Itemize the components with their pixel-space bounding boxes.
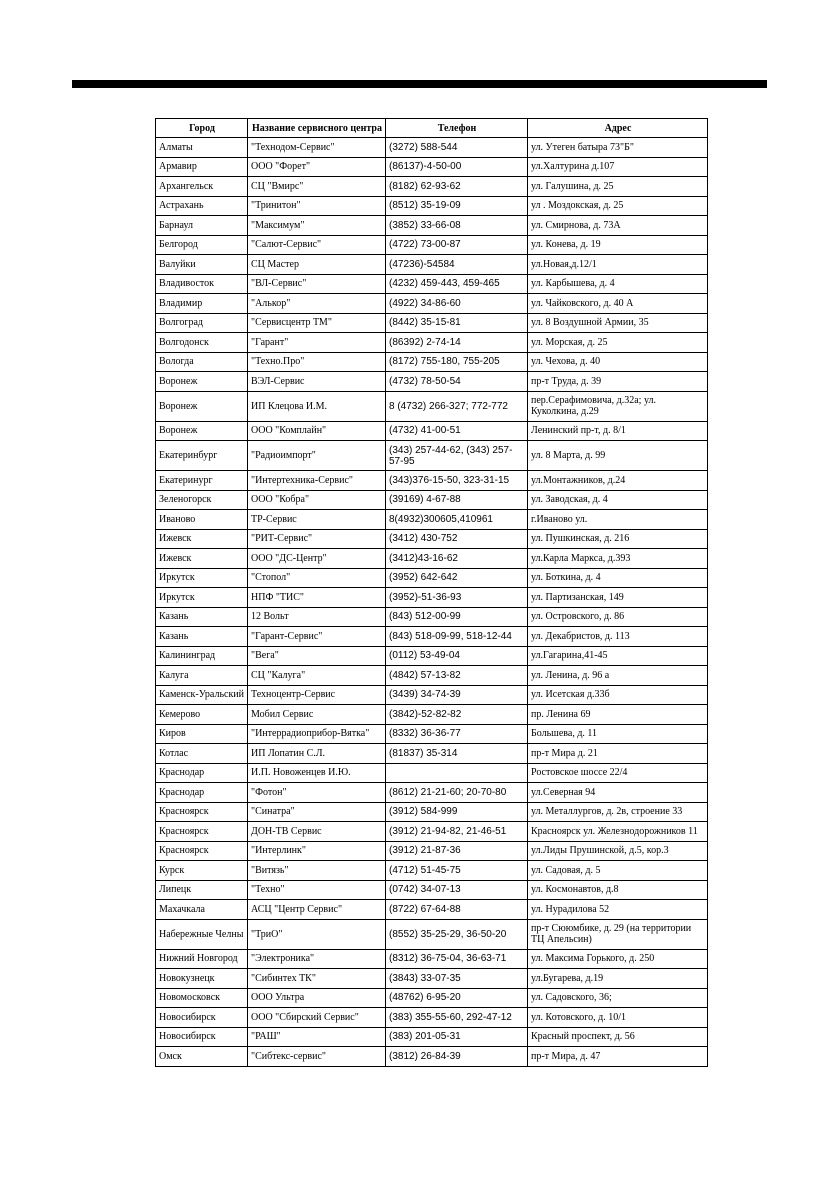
table-row bbox=[156, 255, 708, 275]
phone-cell: (3952)-51-36-93 bbox=[386, 588, 528, 608]
address-cell: ул.Бугарева, д.19 bbox=[528, 969, 708, 989]
table-row bbox=[156, 441, 708, 471]
phone-cell: (86392) 2-74-14 bbox=[386, 333, 528, 353]
address-cell: Ленинский пр-т, д. 8/1 bbox=[528, 421, 708, 441]
address-cell: ул. Карбышева, д. 4 bbox=[528, 274, 708, 294]
address-cell: ул. Пушкинская, д. 216 bbox=[528, 529, 708, 549]
phone-cell bbox=[386, 763, 528, 783]
table-row bbox=[156, 313, 708, 333]
service-name-cell: "Интертехника-Сервис" bbox=[248, 471, 386, 491]
service-name-cell: "РИТ-Сервис" bbox=[248, 529, 386, 549]
phone-cell: (3412) 430-752 bbox=[386, 529, 528, 549]
table-row bbox=[156, 822, 708, 842]
table-row bbox=[156, 294, 708, 314]
service-name-cell: "Гарант-Сервис" bbox=[248, 627, 386, 647]
city-cell: Волгоград bbox=[156, 313, 248, 333]
city-cell: Владимир bbox=[156, 294, 248, 314]
service-name-cell: АСЦ "Центр Сервис" bbox=[248, 900, 386, 920]
service-name-cell: НПФ "ТИС" bbox=[248, 588, 386, 608]
city-cell: Астрахань bbox=[156, 196, 248, 216]
table-row bbox=[156, 529, 708, 549]
city-cell: Котлас bbox=[156, 744, 248, 764]
address-cell: Ростовское шоссе 22/4 bbox=[528, 763, 708, 783]
service-name-cell: ООО "Комплайн" bbox=[248, 421, 386, 441]
city-cell: Воронеж bbox=[156, 421, 248, 441]
service-name-cell: "Стопол" bbox=[248, 568, 386, 588]
service-name-cell: ООО "ДС-Центр" bbox=[248, 549, 386, 569]
service-name-cell: "Техно" bbox=[248, 880, 386, 900]
address-cell: ул.Северная 94 bbox=[528, 783, 708, 803]
city-cell: Краснодар bbox=[156, 783, 248, 803]
service-name-cell: "Вега" bbox=[248, 646, 386, 666]
address-cell: ул. 8 Марта, д. 99 bbox=[528, 441, 708, 471]
header-address: Адрес bbox=[528, 119, 708, 138]
address-cell: ул. Чайковского, д. 40 А bbox=[528, 294, 708, 314]
phone-cell: (4712) 51-45-75 bbox=[386, 861, 528, 881]
city-cell: Новокузнецк bbox=[156, 969, 248, 989]
address-cell: ул. Морская, д. 25 bbox=[528, 333, 708, 353]
address-cell: ул. Галушина, д. 25 bbox=[528, 177, 708, 197]
address-cell: ул.Лиды Прушинской, д.5, кор.3 bbox=[528, 841, 708, 861]
city-cell: Новосибирск bbox=[156, 1008, 248, 1028]
phone-cell: (383) 201-05-31 bbox=[386, 1027, 528, 1047]
city-cell: Красноярск bbox=[156, 822, 248, 842]
address-cell: ул. Максима Горького, д. 250 bbox=[528, 949, 708, 969]
city-cell: Иркутск bbox=[156, 568, 248, 588]
service-name-cell: ТР-Сервис bbox=[248, 510, 386, 530]
table-row bbox=[156, 724, 708, 744]
service-name-cell: "Алькор" bbox=[248, 294, 386, 314]
address-cell: Красный проспект, д. 56 bbox=[528, 1027, 708, 1047]
table-row bbox=[156, 568, 708, 588]
top-rule bbox=[72, 80, 767, 88]
service-name-cell: Техноцентр-Сервис bbox=[248, 685, 386, 705]
address-cell: ул. Ленина, д. 96 а bbox=[528, 666, 708, 686]
city-cell: Воронеж bbox=[156, 391, 248, 421]
service-name-cell: "Техно.Про" bbox=[248, 352, 386, 372]
service-name-cell: СЦ "Калуга" bbox=[248, 666, 386, 686]
address-cell: ул. Островского, д. 86 bbox=[528, 607, 708, 627]
city-cell: Ижевск bbox=[156, 549, 248, 569]
city-cell: Валуйки bbox=[156, 255, 248, 275]
service-name-cell: "Интеррадиоприбор-Вятка" bbox=[248, 724, 386, 744]
service-name-cell: "Фотон" bbox=[248, 783, 386, 803]
phone-cell: 8(4932)300605,410961 bbox=[386, 510, 528, 530]
city-cell: Новомосковск bbox=[156, 988, 248, 1008]
table-row bbox=[156, 1027, 708, 1047]
phone-cell: (8312) 36-75-04, 36-63-71 bbox=[386, 949, 528, 969]
table-header-row bbox=[156, 119, 708, 138]
service-name-cell: ООО "Кобра" bbox=[248, 490, 386, 510]
phone-cell: (3912) 21-87-36 bbox=[386, 841, 528, 861]
table-row bbox=[156, 235, 708, 255]
city-cell: Омск bbox=[156, 1047, 248, 1067]
city-cell: Махачкала bbox=[156, 900, 248, 920]
service-centers-table bbox=[155, 118, 708, 1067]
phone-cell: (4922) 34-86-60 bbox=[386, 294, 528, 314]
table-row bbox=[156, 763, 708, 783]
city-cell: Воронеж bbox=[156, 372, 248, 392]
address-cell: ул.Карла Маркса, д.393 bbox=[528, 549, 708, 569]
city-cell: Кемерово bbox=[156, 705, 248, 725]
city-cell: Алматы bbox=[156, 138, 248, 158]
city-cell: Набережные Челны bbox=[156, 919, 248, 949]
table-row bbox=[156, 841, 708, 861]
service-name-cell: "ВЛ-Сервис" bbox=[248, 274, 386, 294]
address-cell: ул. Партизанская, 149 bbox=[528, 588, 708, 608]
phone-cell: (843) 518-09-99, 518-12-44 bbox=[386, 627, 528, 647]
phone-cell: (3412)43-16-62 bbox=[386, 549, 528, 569]
city-cell: Екатеринург bbox=[156, 471, 248, 491]
phone-cell: (843) 512-00-99 bbox=[386, 607, 528, 627]
table-row bbox=[156, 685, 708, 705]
service-name-cell: "Салют-Сервис" bbox=[248, 235, 386, 255]
service-name-cell: "Максимум" bbox=[248, 216, 386, 236]
city-cell: Липецк bbox=[156, 880, 248, 900]
city-cell: Каменск-Уральский bbox=[156, 685, 248, 705]
address-cell: ул . Моздокская, д. 25 bbox=[528, 196, 708, 216]
city-cell: Киров bbox=[156, 724, 248, 744]
table-row bbox=[156, 646, 708, 666]
phone-cell: (383) 355-55-60, 292-47-12 bbox=[386, 1008, 528, 1028]
address-cell: ул. Исетская д.33б bbox=[528, 685, 708, 705]
header-phone: Телефон bbox=[386, 119, 528, 138]
address-cell: пр-т Сююмбике, д. 29 (на территории ТЦ Апельсин) bbox=[528, 919, 708, 949]
table-row bbox=[156, 1008, 708, 1028]
table-row bbox=[156, 549, 708, 569]
address-cell: ул. Смирнова, д. 73А bbox=[528, 216, 708, 236]
phone-cell: (343) 257-44-62, (343) 257-57-95 bbox=[386, 441, 528, 471]
address-cell: ул.Новая,д.12/1 bbox=[528, 255, 708, 275]
city-cell: Екатеринбург bbox=[156, 441, 248, 471]
address-cell: Красноярск ул. Железнодорожников 11 bbox=[528, 822, 708, 842]
city-cell: Ижевск bbox=[156, 529, 248, 549]
service-name-cell: "РАШ" bbox=[248, 1027, 386, 1047]
service-name-cell: ИП Лопатин С.Л. bbox=[248, 744, 386, 764]
table-row bbox=[156, 744, 708, 764]
city-cell: Вологда bbox=[156, 352, 248, 372]
table-row bbox=[156, 391, 708, 421]
city-cell: Красноярск bbox=[156, 841, 248, 861]
table-row bbox=[156, 157, 708, 177]
table-row bbox=[156, 372, 708, 392]
phone-cell: (3272) 588-544 bbox=[386, 138, 528, 158]
address-cell: пр-т Мира, д. 47 bbox=[528, 1047, 708, 1067]
table-row bbox=[156, 949, 708, 969]
address-cell: ул. 8 Воздушной Армии, 35 bbox=[528, 313, 708, 333]
table-row bbox=[156, 177, 708, 197]
city-cell: Иваново bbox=[156, 510, 248, 530]
header-city: Город bbox=[156, 119, 248, 138]
city-cell: Нижний Новгород bbox=[156, 949, 248, 969]
table-row bbox=[156, 196, 708, 216]
table-row bbox=[156, 138, 708, 158]
phone-cell: (4842) 57-13-82 bbox=[386, 666, 528, 686]
phone-cell: (39169) 4-67-88 bbox=[386, 490, 528, 510]
table-row bbox=[156, 333, 708, 353]
table-row bbox=[156, 274, 708, 294]
service-name-cell: И.П. Новоженцев И.Ю. bbox=[248, 763, 386, 783]
table-row bbox=[156, 1047, 708, 1067]
phone-cell: (3852) 33-66-08 bbox=[386, 216, 528, 236]
phone-cell: (8172) 755-180, 755-205 bbox=[386, 352, 528, 372]
service-name-cell: "Электроника" bbox=[248, 949, 386, 969]
table-row bbox=[156, 490, 708, 510]
table-row bbox=[156, 421, 708, 441]
city-cell: Казань bbox=[156, 607, 248, 627]
address-cell: ул.Гагарина,41-45 bbox=[528, 646, 708, 666]
phone-cell: (8722) 67-64-88 bbox=[386, 900, 528, 920]
phone-cell: (0112) 53-49-04 bbox=[386, 646, 528, 666]
city-cell: Барнаул bbox=[156, 216, 248, 236]
table-row bbox=[156, 988, 708, 1008]
service-name-cell: СЦ Мастер bbox=[248, 255, 386, 275]
service-name-cell: ИП Клецова И.М. bbox=[248, 391, 386, 421]
city-cell: Калининград bbox=[156, 646, 248, 666]
service-name-cell: 12 Вольт bbox=[248, 607, 386, 627]
city-cell: Красноярск bbox=[156, 802, 248, 822]
service-name-cell: "Витязь" bbox=[248, 861, 386, 881]
phone-cell: (3439) 34-74-39 bbox=[386, 685, 528, 705]
phone-cell: (3952) 642-642 bbox=[386, 568, 528, 588]
phone-cell: (8512) 35-19-09 bbox=[386, 196, 528, 216]
service-name-cell: "ТриО" bbox=[248, 919, 386, 949]
phone-cell: 8 (4732) 266-327; 772-772 bbox=[386, 391, 528, 421]
service-name-cell: ООО "Форет" bbox=[248, 157, 386, 177]
city-cell: Белгород bbox=[156, 235, 248, 255]
table-row bbox=[156, 352, 708, 372]
phone-cell: (4722) 73-00-87 bbox=[386, 235, 528, 255]
phone-cell: (4732) 78-50-54 bbox=[386, 372, 528, 392]
address-cell: ул. Декабристов, д. 113 bbox=[528, 627, 708, 647]
phone-cell: (3843) 33-07-35 bbox=[386, 969, 528, 989]
service-name-cell: СЦ "Вмирс" bbox=[248, 177, 386, 197]
table-row bbox=[156, 705, 708, 725]
address-cell: ул. Космонавтов, д.8 bbox=[528, 880, 708, 900]
phone-cell: (8552) 35-25-29, 36-50-20 bbox=[386, 919, 528, 949]
phone-cell: (48762) 6-95-20 bbox=[386, 988, 528, 1008]
address-cell: ул.Халтурина д.107 bbox=[528, 157, 708, 177]
service-name-cell: "Гарант" bbox=[248, 333, 386, 353]
phone-cell: (3912) 584-999 bbox=[386, 802, 528, 822]
table-row bbox=[156, 471, 708, 491]
address-cell: Большева, д. 11 bbox=[528, 724, 708, 744]
city-cell: Владивосток bbox=[156, 274, 248, 294]
phone-cell: (343)376-15-50, 323-31-15 bbox=[386, 471, 528, 491]
city-cell: Иркутск bbox=[156, 588, 248, 608]
city-cell: Новосибирск bbox=[156, 1027, 248, 1047]
table-row bbox=[156, 969, 708, 989]
address-cell: пр-т Мира д. 21 bbox=[528, 744, 708, 764]
phone-cell: (3812) 26-84-39 bbox=[386, 1047, 528, 1067]
service-name-cell: "Сервисцентр ТМ" bbox=[248, 313, 386, 333]
table-row bbox=[156, 588, 708, 608]
address-cell: пер.Серафимовича, д.32а; ул. Куколкина, д.29 bbox=[528, 391, 708, 421]
phone-cell: (4732) 41-00-51 bbox=[386, 421, 528, 441]
table-row bbox=[156, 802, 708, 822]
address-cell: ул. Чехова, д. 40 bbox=[528, 352, 708, 372]
service-name-cell: "Синатра" bbox=[248, 802, 386, 822]
city-cell: Зеленогорск bbox=[156, 490, 248, 510]
service-name-cell: "Технодом-Сервис" bbox=[248, 138, 386, 158]
address-cell: ул. Металлургов, д. 2в, строение 33 bbox=[528, 802, 708, 822]
table-row bbox=[156, 627, 708, 647]
table-row bbox=[156, 666, 708, 686]
header-service-name: Название сервисного центра bbox=[248, 119, 386, 138]
table-body bbox=[156, 138, 708, 1067]
table-row bbox=[156, 607, 708, 627]
phone-cell: (8612) 21-21-60; 20-70-80 bbox=[386, 783, 528, 803]
phone-cell: (0742) 34-07-13 bbox=[386, 880, 528, 900]
table-row bbox=[156, 919, 708, 949]
city-cell: Архангельск bbox=[156, 177, 248, 197]
table-row bbox=[156, 510, 708, 530]
phone-cell: (4232) 459-443, 459-465 bbox=[386, 274, 528, 294]
service-name-cell: "Радиоимпорт" bbox=[248, 441, 386, 471]
phone-cell: (86137)-4-50-00 bbox=[386, 157, 528, 177]
service-name-cell: "Интерлинк" bbox=[248, 841, 386, 861]
address-cell: пр. Ленина 69 bbox=[528, 705, 708, 725]
service-name-cell: ВЭЛ-Сервис bbox=[248, 372, 386, 392]
city-cell: Казань bbox=[156, 627, 248, 647]
table-row bbox=[156, 861, 708, 881]
service-name-cell: "Сибтекс-сервис" bbox=[248, 1047, 386, 1067]
service-name-cell: Мобил Сервис bbox=[248, 705, 386, 725]
address-cell: ул. Садовского, 36; bbox=[528, 988, 708, 1008]
phone-cell: (8182) 62-93-62 bbox=[386, 177, 528, 197]
table-row bbox=[156, 880, 708, 900]
service-name-cell: ООО "Сбирский Сервис" bbox=[248, 1008, 386, 1028]
service-name-cell: ООО Ультра bbox=[248, 988, 386, 1008]
address-cell: ул. Утеген батыра 73"Б" bbox=[528, 138, 708, 158]
service-name-cell: ДОН-ТВ Сервис bbox=[248, 822, 386, 842]
table-row bbox=[156, 783, 708, 803]
table-row bbox=[156, 216, 708, 236]
phone-cell: (8442) 35-15-81 bbox=[386, 313, 528, 333]
address-cell: ул. Садовая, д. 5 bbox=[528, 861, 708, 881]
address-cell: ул. Конева, д. 19 bbox=[528, 235, 708, 255]
service-name-cell: "Тринитон" bbox=[248, 196, 386, 216]
table-row bbox=[156, 900, 708, 920]
address-cell: пр-т Труда, д. 39 bbox=[528, 372, 708, 392]
city-cell: Курск bbox=[156, 861, 248, 881]
phone-cell: (47236)-54584 bbox=[386, 255, 528, 275]
address-cell: ул. Боткина, д. 4 bbox=[528, 568, 708, 588]
address-cell: ул. Заводская, д. 4 bbox=[528, 490, 708, 510]
phone-cell: (81837) 35-314 bbox=[386, 744, 528, 764]
city-cell: Армавир bbox=[156, 157, 248, 177]
address-cell: г.Иваново ул. bbox=[528, 510, 708, 530]
phone-cell: (8332) 36-36-77 bbox=[386, 724, 528, 744]
address-cell: ул. Нурадилова 52 bbox=[528, 900, 708, 920]
city-cell: Краснодар bbox=[156, 763, 248, 783]
phone-cell: (3912) 21-94-82, 21-46-51 bbox=[386, 822, 528, 842]
city-cell: Волгодонск bbox=[156, 333, 248, 353]
address-cell: ул. Котовского, д. 10/1 bbox=[528, 1008, 708, 1028]
city-cell: Калуга bbox=[156, 666, 248, 686]
address-cell: ул.Монтажников, д.24 bbox=[528, 471, 708, 491]
phone-cell: (3842)-52-82-82 bbox=[386, 705, 528, 725]
service-name-cell: "Сибинтех ТК" bbox=[248, 969, 386, 989]
